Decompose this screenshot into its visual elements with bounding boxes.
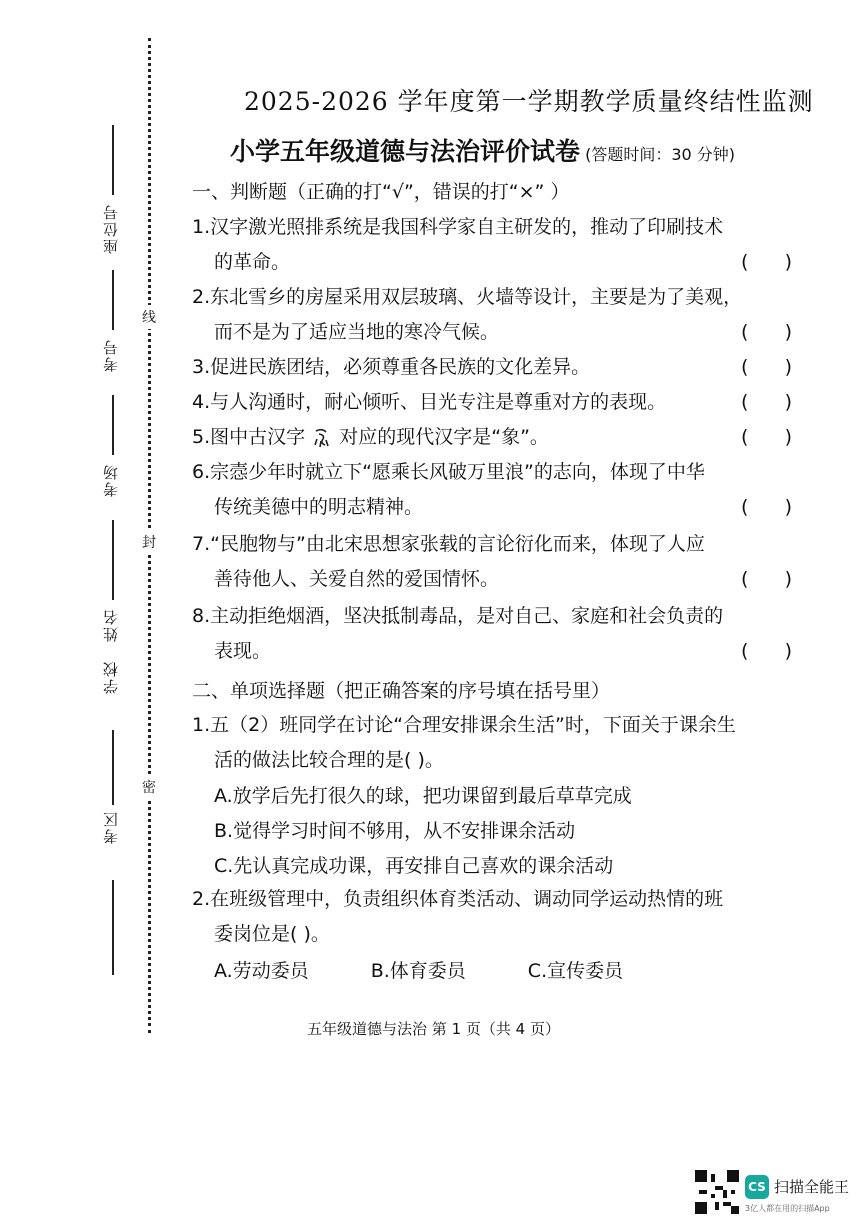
student-name-blank[interactable]	[112, 520, 114, 600]
exam-number-label: 考号	[102, 338, 120, 372]
scanner-app-tagline: 3亿人都在用的扫描App	[745, 1204, 830, 1213]
ancient-character-glyph-icon	[311, 427, 333, 449]
extra-blank-line[interactable]	[112, 880, 114, 975]
judgment-question-4	[192, 385, 792, 420]
binding-margin	[0, 0, 156, 1050]
answer-paren[interactable]: ( )	[740, 496, 792, 518]
school-label: 学校	[102, 660, 120, 694]
answer-paren[interactable]: ( )	[740, 321, 792, 343]
question-text: 1.五（2）班同学在讨论“合理安排课余生活”时，下面关于课余生	[192, 714, 736, 736]
student-name-field[interactable]	[92, 520, 132, 650]
judgment-question-1	[192, 210, 792, 280]
choice-question-1	[192, 708, 792, 778]
section2-heading: 二、单项选择题（把正确答案的序号填在括号里）	[192, 680, 611, 702]
answer-paren[interactable]: ( )	[740, 426, 792, 448]
seat-number-field[interactable]	[92, 125, 132, 255]
choice-q2-option-c: C.宣传委员	[527, 960, 624, 982]
question-text: 8.主动拒绝烟酒，坚决抵制毒品，是对自己、家庭和社会负责的	[192, 605, 724, 627]
question-text-with-answer-blank[interactable]: 委岗位是( )。	[214, 923, 330, 945]
choice-q2-options	[214, 956, 623, 983]
answer-paren[interactable]: ( )	[740, 391, 792, 413]
judgment-question-8	[192, 599, 792, 669]
seat-number-blank[interactable]	[112, 125, 114, 195]
choice-q2-option-b: B.体育委员	[370, 960, 466, 982]
exam-district-label: 考区	[102, 810, 120, 844]
question-text	[192, 420, 549, 455]
question-text: 2.东北雪乡的房屋采用双层玻璃、火墙等设计，主要是为了美观，	[192, 286, 743, 308]
exam-room-blank[interactable]	[112, 395, 114, 455]
seat-number-label: 座位号	[102, 203, 120, 254]
judgment-question-6	[192, 455, 792, 525]
question-text-post: 对应的现代汉字是“象”。	[339, 426, 549, 448]
qr-code-icon	[695, 1170, 739, 1214]
exam-district-field[interactable]	[92, 730, 132, 850]
seal-mark-line: 线	[140, 305, 158, 329]
school-field[interactable]	[92, 660, 132, 720]
answer-paren[interactable]: ( )	[740, 568, 792, 590]
question-text: 表现。	[214, 640, 272, 662]
camscanner-logo-icon: CS	[745, 1175, 769, 1199]
judgment-question-5	[192, 420, 792, 455]
exam-room-label: 考场	[102, 463, 120, 497]
choice-q2-option-a: A.劳动委员	[214, 960, 309, 982]
judgment-question-3	[192, 350, 792, 385]
paper-name: 小学五年级道德与法治评价试卷	[230, 137, 581, 166]
time-limit-note: (答题时间：30 分钟)	[585, 145, 736, 164]
answer-paren[interactable]: ( )	[740, 251, 792, 273]
question-text: 4.与人沟通时，耐心倾听、目光专注是尊重对方的表现。	[192, 391, 667, 413]
question-text-with-answer-blank[interactable]: 活的做法比较合理的是( )。	[214, 749, 444, 771]
choice-question-2	[192, 882, 792, 952]
choice-q1-option-b: B.觉得学习时间不够用，从不安排课余活动	[214, 820, 576, 842]
judgment-question-2	[192, 280, 792, 350]
exam-title: 2025-2026 学年度第一学期教学质量终结性监测	[244, 87, 814, 116]
question-text: 3.促进民族团结，必须尊重各民族的文化差异。	[192, 356, 591, 378]
question-text: 的革命。	[214, 251, 291, 273]
question-text: 善待他人、关爱自然的爱国情怀。	[214, 568, 500, 590]
question-text: 1.汉字激光照排系统是我国科学家自主研发的，推动了印刷技术	[192, 216, 724, 238]
choice-q1-option-a: A.放学后先打很久的球，把功课留到最后草草完成	[214, 785, 632, 807]
seal-mark-seal: 封	[140, 530, 158, 554]
answer-paren[interactable]: ( )	[740, 640, 792, 662]
judgment-question-7	[192, 527, 792, 597]
page-footer: 五年级道德与法治 第 1 页（共 4 页）	[307, 1020, 560, 1038]
question-text: 7.“民胞物与”由北宋思想家张载的言论衍化而来，体现了人应	[192, 533, 705, 555]
question-text: 6.宗悫少年时就立下“愿乘长风破万里浪”的志向，体现了中华	[192, 461, 705, 483]
answer-paren[interactable]: ( )	[740, 356, 792, 378]
section1-heading: 一、判断题（正确的打“√”，错误的打“×” ）	[192, 181, 570, 203]
exam-number-field[interactable]	[92, 270, 132, 380]
seal-mark-secret: 密	[140, 775, 158, 799]
exam-district-blank[interactable]	[112, 730, 114, 805]
exam-number-blank[interactable]	[112, 270, 114, 330]
choice-q1-option-c: C.先认真完成功课，再安排自己喜欢的课余活动	[214, 855, 614, 877]
question-text-pre: 5.图中古汉字	[192, 426, 306, 448]
question-text: 而不是为了适应当地的寒冷气候。	[214, 321, 500, 343]
student-name-label: 姓名	[102, 608, 120, 642]
exam-room-field[interactable]	[92, 395, 132, 505]
scanner-app-name: 扫描全能王	[774, 1178, 850, 1196]
extra-blank-field[interactable]	[92, 880, 132, 980]
exam-subtitle	[230, 132, 735, 168]
question-text: 传统美德中的明志精神。	[214, 496, 424, 518]
question-text: 2.在班级管理中，负责组织体育类活动、调动同学运动热情的班	[192, 888, 724, 910]
